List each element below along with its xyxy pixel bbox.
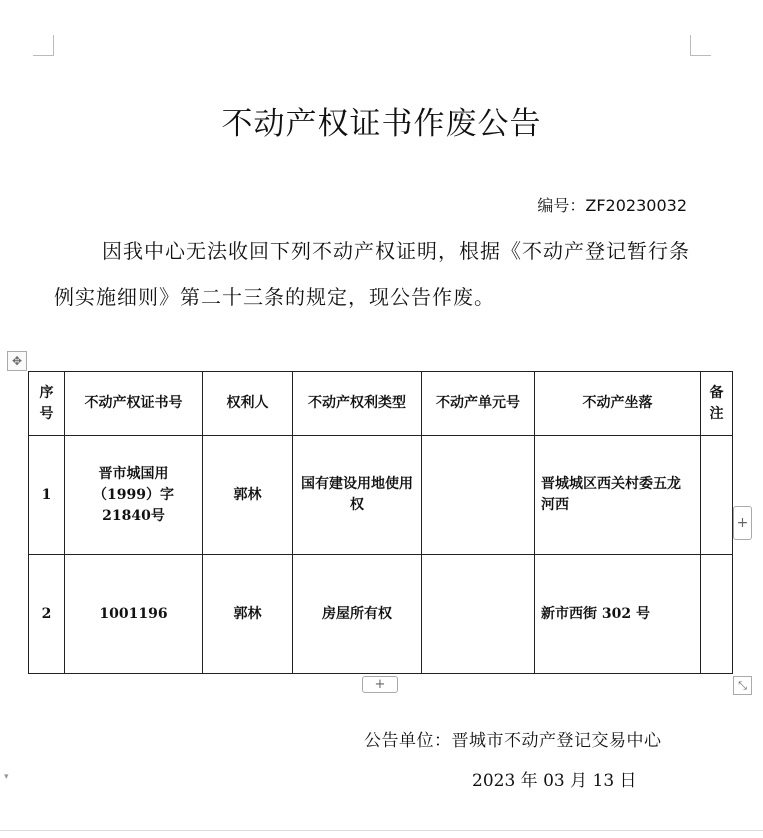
table-header-row	[29, 372, 733, 436]
document-title: 不动产权证书作废公告	[221, 106, 542, 142]
cell-cert-no: 晋市城国用（1999）字 21840号	[65, 436, 203, 555]
plus-icon: +	[374, 677, 386, 692]
header-seq: 序号	[29, 372, 65, 436]
table-row	[29, 555, 733, 674]
header-remark: 备注	[701, 372, 733, 436]
resize-icon: ⤡	[738, 679, 747, 692]
paragraph-marker-icon: ▾	[4, 772, 9, 782]
page-corner-mark-top-left	[33, 35, 54, 56]
plus-icon: +	[736, 515, 749, 531]
cell-seq: 1	[29, 436, 65, 555]
table-row	[29, 436, 733, 555]
add-row-button[interactable]	[362, 676, 398, 693]
cell-seq: 2	[29, 555, 65, 674]
add-column-button[interactable]	[733, 506, 752, 540]
table-move-handle[interactable]	[7, 351, 27, 371]
cell-owner: 郭林	[203, 436, 293, 555]
header-right-type: 不动产权利类型	[293, 372, 422, 436]
header-cert-no: 不动产权证书号	[65, 372, 203, 436]
page-corner-mark-top-right	[690, 35, 711, 56]
cell-unit-no	[422, 436, 535, 555]
move-icon: ✥	[11, 354, 23, 368]
cell-owner: 郭林	[203, 555, 293, 674]
cell-right-type: 房屋所有权	[293, 555, 422, 674]
issuer-line: 公告单位：晋城市不动产登记交易中心	[364, 731, 662, 751]
cell-right-type: 国有建设用地使用权	[293, 436, 422, 555]
table-resize-handle[interactable]	[733, 676, 752, 695]
cell-cert-no: 1001196	[65, 555, 203, 674]
cell-location: 晋城城区西关村委五龙河西	[535, 436, 701, 555]
announcement-paragraph: 因我中心无法收回下列不动产权证明，根据《不动产登记暂行条例实施细则》第二十三条的规定，现公告作废。	[54, 239, 690, 309]
page-bottom-edge	[0, 830, 763, 831]
header-unit-no: 不动产单元号	[422, 372, 535, 436]
issue-date: 2023 年 03 月 13 日	[472, 771, 637, 791]
document-number: 编号：ZF20230032	[537, 196, 687, 215]
cell-unit-no	[422, 555, 535, 674]
cell-remark	[701, 436, 733, 555]
cell-location: 新市西街 302 号	[535, 555, 701, 674]
header-owner: 权利人	[203, 372, 293, 436]
cell-remark	[701, 555, 733, 674]
header-location: 不动产坐落	[535, 372, 701, 436]
certificate-table	[28, 371, 733, 674]
